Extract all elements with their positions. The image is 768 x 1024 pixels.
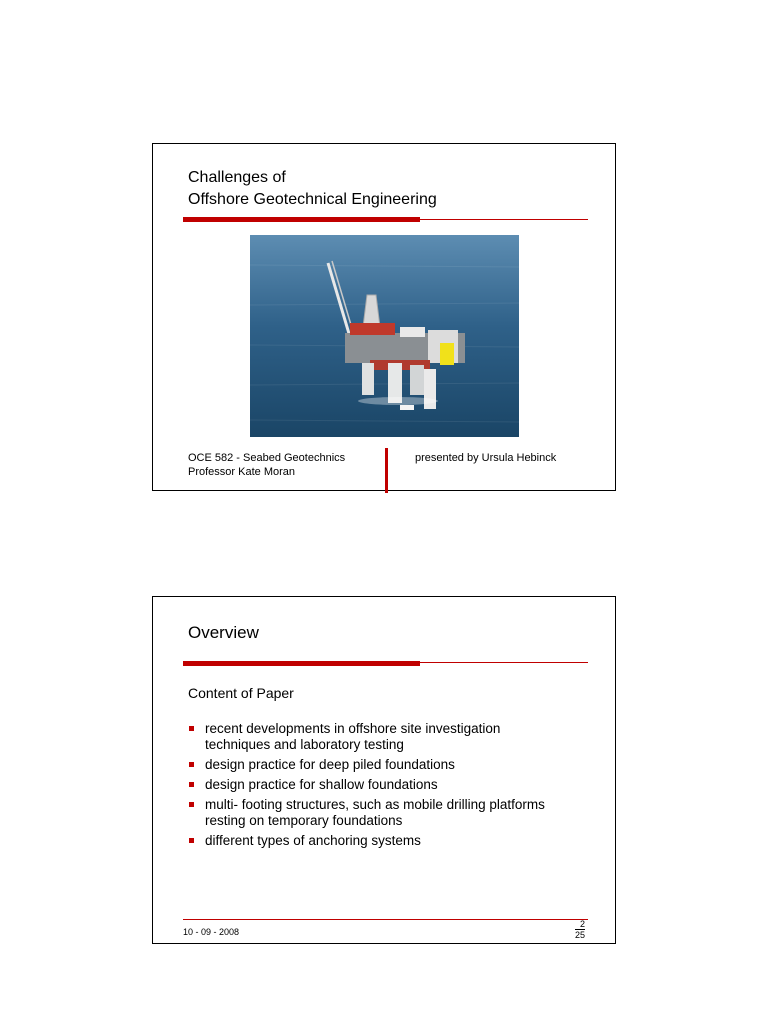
square-bullet-icon (189, 782, 194, 787)
overview-bullet-list (188, 721, 598, 853)
footer-date: 10 - 09 - 2008 (183, 927, 240, 937)
bullet-text: different types of anchoring systems (205, 833, 421, 848)
title-line-2: Offshore Geotechnical Engineering (188, 191, 437, 208)
course-name: OCE 582 - Seabed Geotechnics (188, 452, 346, 464)
course-info (188, 451, 345, 479)
overview-rule-thick (183, 661, 420, 666)
footer-rule (183, 919, 588, 920)
bullet-item (188, 833, 598, 849)
bullet-text: design practice for shallow foundations (205, 777, 438, 792)
slide-title (152, 143, 616, 491)
overview-subtitle: Content of Paper (188, 685, 294, 701)
bullet-item (188, 757, 598, 773)
professor-name: Professor Kate Moran (188, 466, 295, 478)
page-total: 25 (574, 930, 585, 940)
square-bullet-icon (189, 762, 194, 767)
page-number (575, 919, 585, 940)
slide-title-heading (188, 167, 437, 211)
square-bullet-icon (189, 726, 194, 731)
page-current: 2 (575, 919, 585, 930)
title-line-1: Challenges of (188, 169, 286, 186)
square-bullet-icon (189, 802, 194, 807)
bullet-item (188, 721, 598, 753)
bullet-item (188, 797, 598, 829)
slide-overview (152, 596, 616, 944)
slide-overview-heading: Overview (188, 623, 259, 642)
footer-divider (385, 448, 388, 493)
bullet-text-continued: techniques and laboratory testing (205, 737, 404, 752)
bullet-item (188, 777, 598, 793)
square-bullet-icon (189, 838, 194, 843)
offshore-platform-photo (250, 235, 519, 437)
presenter-name: presented by Ursula Hebinck (415, 452, 557, 464)
title-rule-thick (183, 217, 420, 222)
bullet-text-continued: resting on temporary foundations (205, 813, 403, 828)
bullet-text: design practice for deep piled foundations (205, 757, 455, 772)
bullet-text: multi- footing structures, such as mobile drilling platforms (205, 797, 545, 812)
bullet-text: recent developments in offshore site investigation (205, 721, 501, 736)
